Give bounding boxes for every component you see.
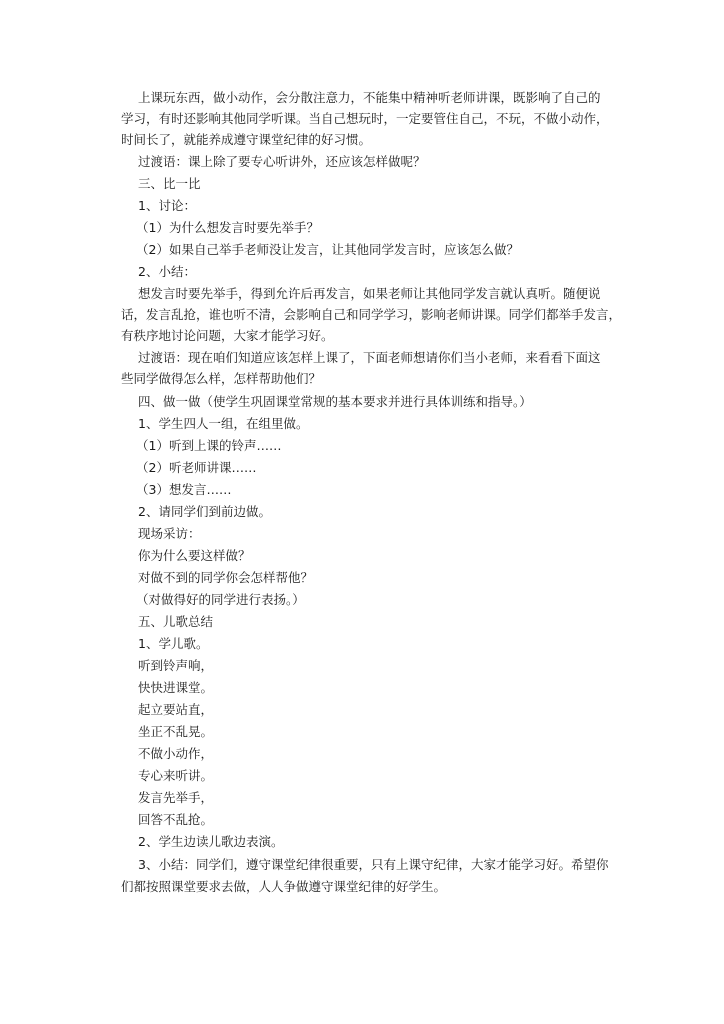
subheading: 2、请同学们到前边做。	[138, 504, 271, 519]
poem-line: 坐正不乱晃。	[138, 724, 214, 739]
list-item: （1）为什么想发言时要先举手？	[136, 220, 319, 235]
poem-line: 回答不乱抢。	[138, 812, 214, 827]
section-heading: 五、儿歌总结	[138, 614, 214, 629]
paragraph-line: 些同学做得怎么样，怎样帮助他们？	[121, 371, 322, 386]
paragraph-line: （对做得好的同学进行表扬。）	[136, 592, 305, 607]
paragraph-line: 你为什么要这样做？	[138, 548, 251, 563]
list-item: （3）想发言……	[136, 482, 232, 497]
list-item: （2）听老师讲课……	[136, 460, 257, 475]
list-item: （2）如果自己举手老师没让发言，让其他同学发言时，应该怎么做？	[136, 242, 519, 257]
poem-line: 起立要站直，	[138, 702, 214, 717]
transition-line: 过渡语：课上除了要专心听讲外，还应该怎样做呢？	[138, 154, 426, 169]
poem-line: 发言先举手，	[138, 790, 214, 805]
paragraph-line: 对做不到的同学你会怎样帮他？	[138, 570, 314, 585]
section-heading: 四、做一做（使学生巩固课堂常规的基本要求并进行具体训练和指导。）	[138, 394, 532, 409]
subheading: 2、学生边读儿歌边表演。	[138, 834, 284, 849]
paragraph-line: 3、小结：同学们，遵守课堂纪律很重要，只有上课守纪律，大家才能学习好。希望你	[138, 857, 609, 872]
paragraph-line: 现场采访：	[138, 526, 201, 541]
paragraph-line: 们都按照课堂要求去做，人人争做遵守课堂纪律的好学生。	[121, 879, 447, 894]
poem-line: 专心来听讲。	[138, 768, 214, 783]
subheading: 1、学儿歌。	[138, 636, 209, 651]
poem-line: 不做小动作，	[138, 746, 214, 761]
paragraph-line: 学习，有时还影响其他同学听课。当自己想玩时，一定要管住自己，不玩，不做小动作，	[121, 111, 609, 126]
list-item: （1）听到上课的铃声……	[136, 438, 282, 453]
paragraph-line: 时间长了，就能养成遵守课堂纪律的好习惯。	[121, 132, 372, 147]
paragraph-line: 过渡语：现在咱们知道应该怎样上课了，下面老师想请你们当小老师，来看看下面这	[138, 350, 601, 365]
paragraph-line: 想发言时要先举手，得到允许后再发言，如果老师让其他同学发言就认真听。随便说	[138, 286, 601, 301]
poem-line: 听到铃声响，	[138, 658, 214, 673]
section-heading: 三、比一比	[138, 176, 201, 191]
subheading: 1、学生四人一组，在组里做。	[138, 416, 309, 431]
subheading: 1、讨论：	[138, 198, 196, 213]
poem-line: 快快进课堂。	[138, 680, 214, 695]
subheading: 2、小结：	[138, 264, 196, 279]
paragraph-line: 有秩序地讨论问题，大家才能学习好。	[121, 328, 334, 343]
paragraph-line: 话，发言乱抢，谁也听不清，会影响自己和同学学习，影响老师讲课。同学们都举手发言，	[121, 307, 622, 322]
paragraph-line: 上课玩东西，做小动作，会分散注意力，不能集中精神听老师讲课，既影响了自己的	[138, 90, 601, 105]
